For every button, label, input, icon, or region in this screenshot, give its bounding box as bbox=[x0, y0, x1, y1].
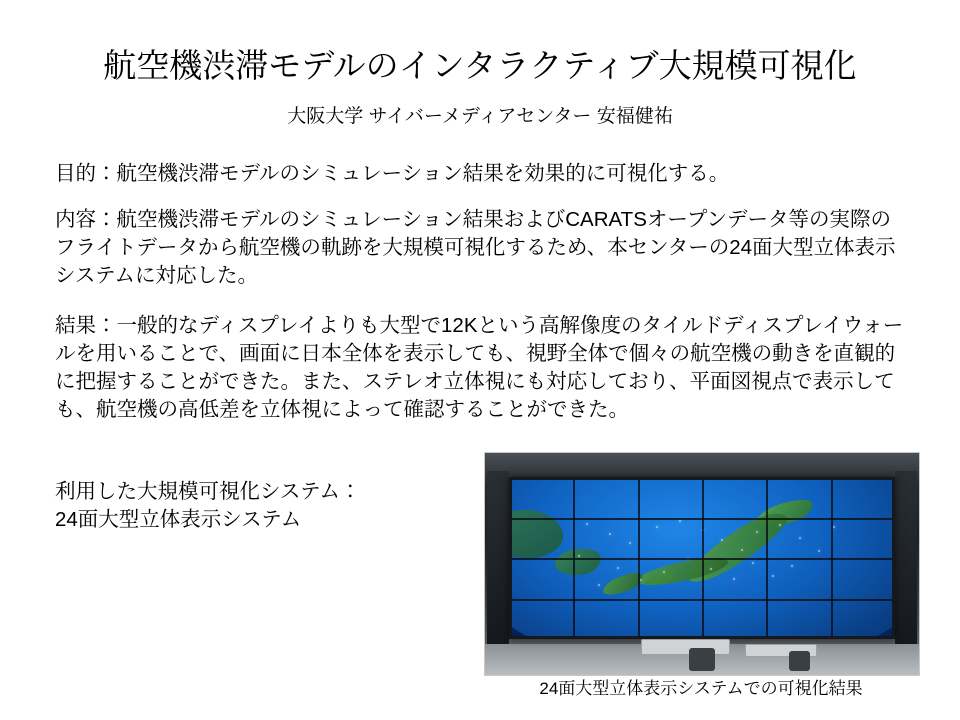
display-wall bbox=[509, 477, 895, 639]
photo-scene bbox=[485, 453, 919, 675]
right-side-panel bbox=[895, 471, 917, 644]
tiled-display-wall-photo bbox=[484, 452, 920, 676]
paragraph-content bbox=[55, 206, 907, 290]
system-label-line2: 24面大型立体表示システム bbox=[55, 508, 302, 531]
left-side-panel bbox=[487, 471, 509, 644]
paragraph-result-text: 結果：一般的なディスプレイよりも大型で12Kという高解像度のタイルドディスプレイウォールを用いることで、画面に日本全体を表示しても、視野全体で個々の航空機の動きを直観的に把握することができた。また、ステレオ立体視にも対応しており、平面図視点で表示しても、航空機の高低差を立体視によって確認することができた。 bbox=[55, 314, 904, 421]
display-wall-frame bbox=[509, 477, 895, 639]
paragraph-purpose-text: 目的：航空機渋滞モデルのシミュレーション結果を効果的に可視化する。 bbox=[55, 162, 730, 185]
figure-caption: 24面大型立体表示システムでの可視化結果 bbox=[539, 679, 863, 698]
page-title: 航空機渋滞モデルのインタラクティブ大規模可視化 bbox=[103, 47, 857, 84]
desk bbox=[641, 639, 730, 654]
paragraph-content-text: 内容：航空機渋滞モデルのシミュレーション結果およびCARATSオープンデータ等の実際のフライトデータから航空機の軌跡を大規模可視化するため、本センターの24面大型立体表示システムに対応した。 bbox=[55, 208, 896, 287]
chair bbox=[689, 648, 715, 670]
slide-subtitle: 大阪大学 サイバーメディアセンター 安福健祐 bbox=[287, 106, 673, 127]
system-label-line1: 利用した大規模可視化システム： bbox=[55, 480, 361, 503]
chair bbox=[789, 651, 811, 671]
paragraph-purpose bbox=[55, 160, 907, 188]
paragraph-result bbox=[55, 312, 907, 424]
